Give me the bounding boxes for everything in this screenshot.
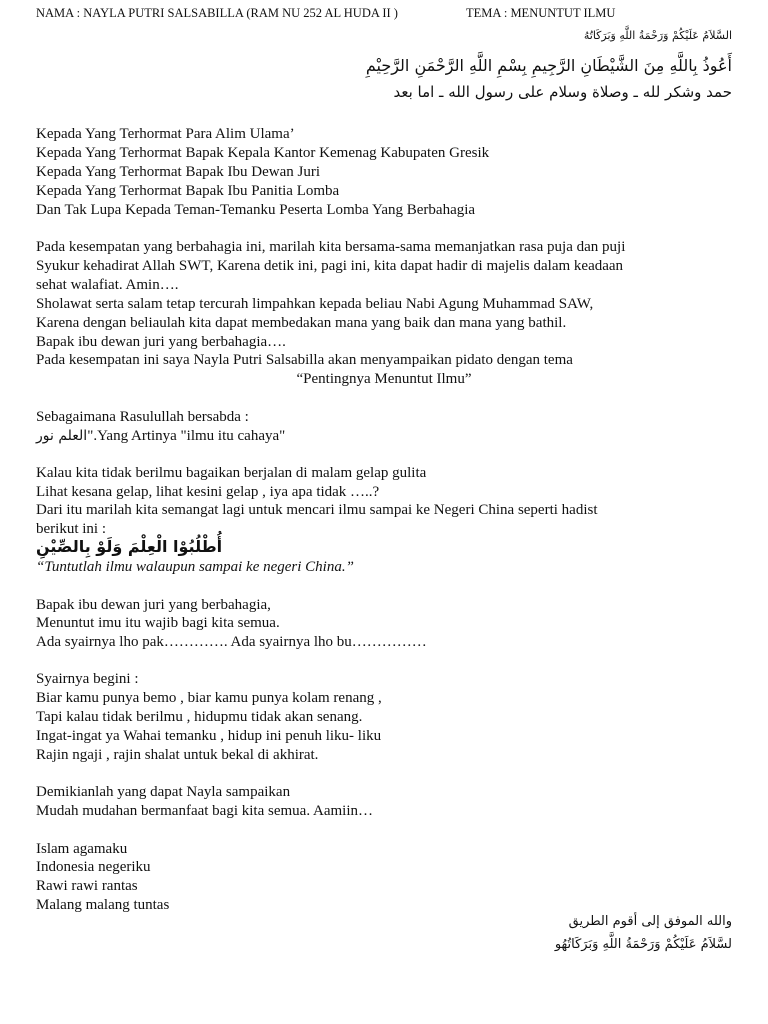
- motto-line: Malang malang tuntas: [36, 897, 170, 913]
- greeting-line: Kepada Yang Terhormat Bapak Ibu Panitia Lomba: [36, 183, 340, 199]
- motto-line: Islam agamaku: [36, 841, 128, 857]
- motto-line: Indonesia negeriku: [36, 859, 151, 875]
- hadith-meaning: ".Yang Artinya "ilmu itu cahaya": [87, 428, 286, 444]
- poem-line: Ingat-ingat ya Wahai temanku , hidup ini penuh liku- liku: [36, 728, 382, 744]
- speech-theme: TEMA : MENUNTUT ILMU: [466, 6, 616, 20]
- hadith-meaning-line: [36, 427, 285, 446]
- speech-topic: “Pentingnya Menuntut Ilmu”: [296, 371, 472, 387]
- hamdalah: حمد وشكر لله ـ وصلاة وسلام على رسول الله ـ اما بعد: [393, 83, 732, 101]
- salam-opening: السَّلاَمُ عَلَيْكُمْ وَرَحْمَةُ اللَّهِ وَبَرَكَاتُهُ: [583, 29, 732, 42]
- closing-line: Mudah mudahan bermanfaat bagi kita semua. Aamiin…: [36, 803, 373, 819]
- hadith-arabic-inline: العلم نور: [36, 428, 88, 444]
- body-line: Lihat kesana gelap, lihat kesini gelap , iya apa tidak …..?: [36, 484, 380, 500]
- intro-line: Pada kesempatan yang berbahagia ini, marilah kita bersama-sama memanjatkan rasa puja dan puji: [36, 239, 626, 255]
- poem-line: Rajin ngaji , rajin shalat untuk bekal di akhirat.: [36, 747, 319, 763]
- greeting-line: Kepada Yang Terhormat Bapak Ibu Dewan Juri: [36, 164, 321, 180]
- body-line: Kalau kita tidak berilmu bagaikan berjalan di malam gelap gulita: [36, 465, 427, 481]
- intro-line: Pada kesempatan ini saya Nayla Putri Salsabilla akan menyampaikan pidato dengan tema: [36, 352, 573, 368]
- body-line: Dari itu marilah kita semangat lagi untuk mencari ilmu sampai ke Negeri China seperti hadist: [36, 502, 598, 518]
- body-line: berikut ini :: [36, 521, 106, 537]
- motto-line: Rawi rawi rantas: [36, 878, 138, 894]
- address-line: Bapak ibu dewan juri yang berbahagia,: [36, 597, 271, 613]
- wallahu-muwaffiq: والله الموفق إلى أقوم الطريق: [568, 914, 732, 929]
- intro-line: sehat walafiat. Amin….: [36, 277, 179, 293]
- poem-line: Tapi kalau tidak berilmu , hidupmu tidak akan senang.: [36, 709, 363, 725]
- intro-line: Syukur kehadirat Allah SWT, Karena detik ini, pagi ini, kita dapat hadir di majelis dalam keadaan: [36, 258, 624, 274]
- poem-line: Biar kamu punya bemo , biar kamu punya kolam renang ,: [36, 690, 382, 706]
- taawudz-basmalah: أَعُوذُ بِاللَّهِ مِنَ الشَّيْطَانِ الرَّجِيمِ بِسْمِ اللَّهِ الرَّحْمَنِ الرَّحِيْمِ: [365, 56, 732, 75]
- hadith-translation: “Tuntutlah ilmu walaupun sampai ke negeri China.”: [36, 559, 354, 575]
- hadith-arabic: أُطْلُبُوْا الْعِلْمَ وَلَوْ بِالصِّيْنِ: [36, 537, 223, 556]
- greeting-line: Dan Tak Lupa Kepada Teman-Temanku Peserta Lomba Yang Berbahagia: [36, 202, 476, 218]
- student-name: NAMA : NAYLA PUTRI SALSABILLA (RAM NU 252 AL HUDA II ): [36, 6, 398, 20]
- address-line: Menuntut imu itu wajib bagi kita semua.: [36, 615, 280, 631]
- intro-line: Karena dengan beliaulah kita dapat membedakan mana yang baik dan mana yang bathil.: [36, 315, 567, 331]
- salam-closing: لسَّلاَمُ عَلَيْكُمْ وَرَحْمَةُ اللَّهِ وَبَرَكَاتُهُو: [554, 937, 732, 952]
- poem-line: Syairnya begini :: [36, 671, 139, 687]
- greeting-line: Kepada Yang Terhormat Bapak Kepala Kantor Kemenag Kabupaten Gresik: [36, 145, 490, 161]
- greeting-line: Kepada Yang Terhormat Para Alim Ulama’: [36, 126, 295, 142]
- address-line: Ada syairnya lho pak…………. Ada syairnya lho bu……………: [36, 634, 427, 650]
- intro-line: Sholawat serta salam tetap tercurah limpahkan kepada beliau Nabi Agung Muhammad SAW,: [36, 296, 594, 312]
- closing-line: Demikianlah yang dapat Nayla sampaikan: [36, 784, 291, 800]
- intro-line: Bapak ibu dewan juri yang berbahagia….: [36, 334, 286, 350]
- hadith-intro: Sebagaimana Rasulullah bersabda :: [36, 409, 249, 425]
